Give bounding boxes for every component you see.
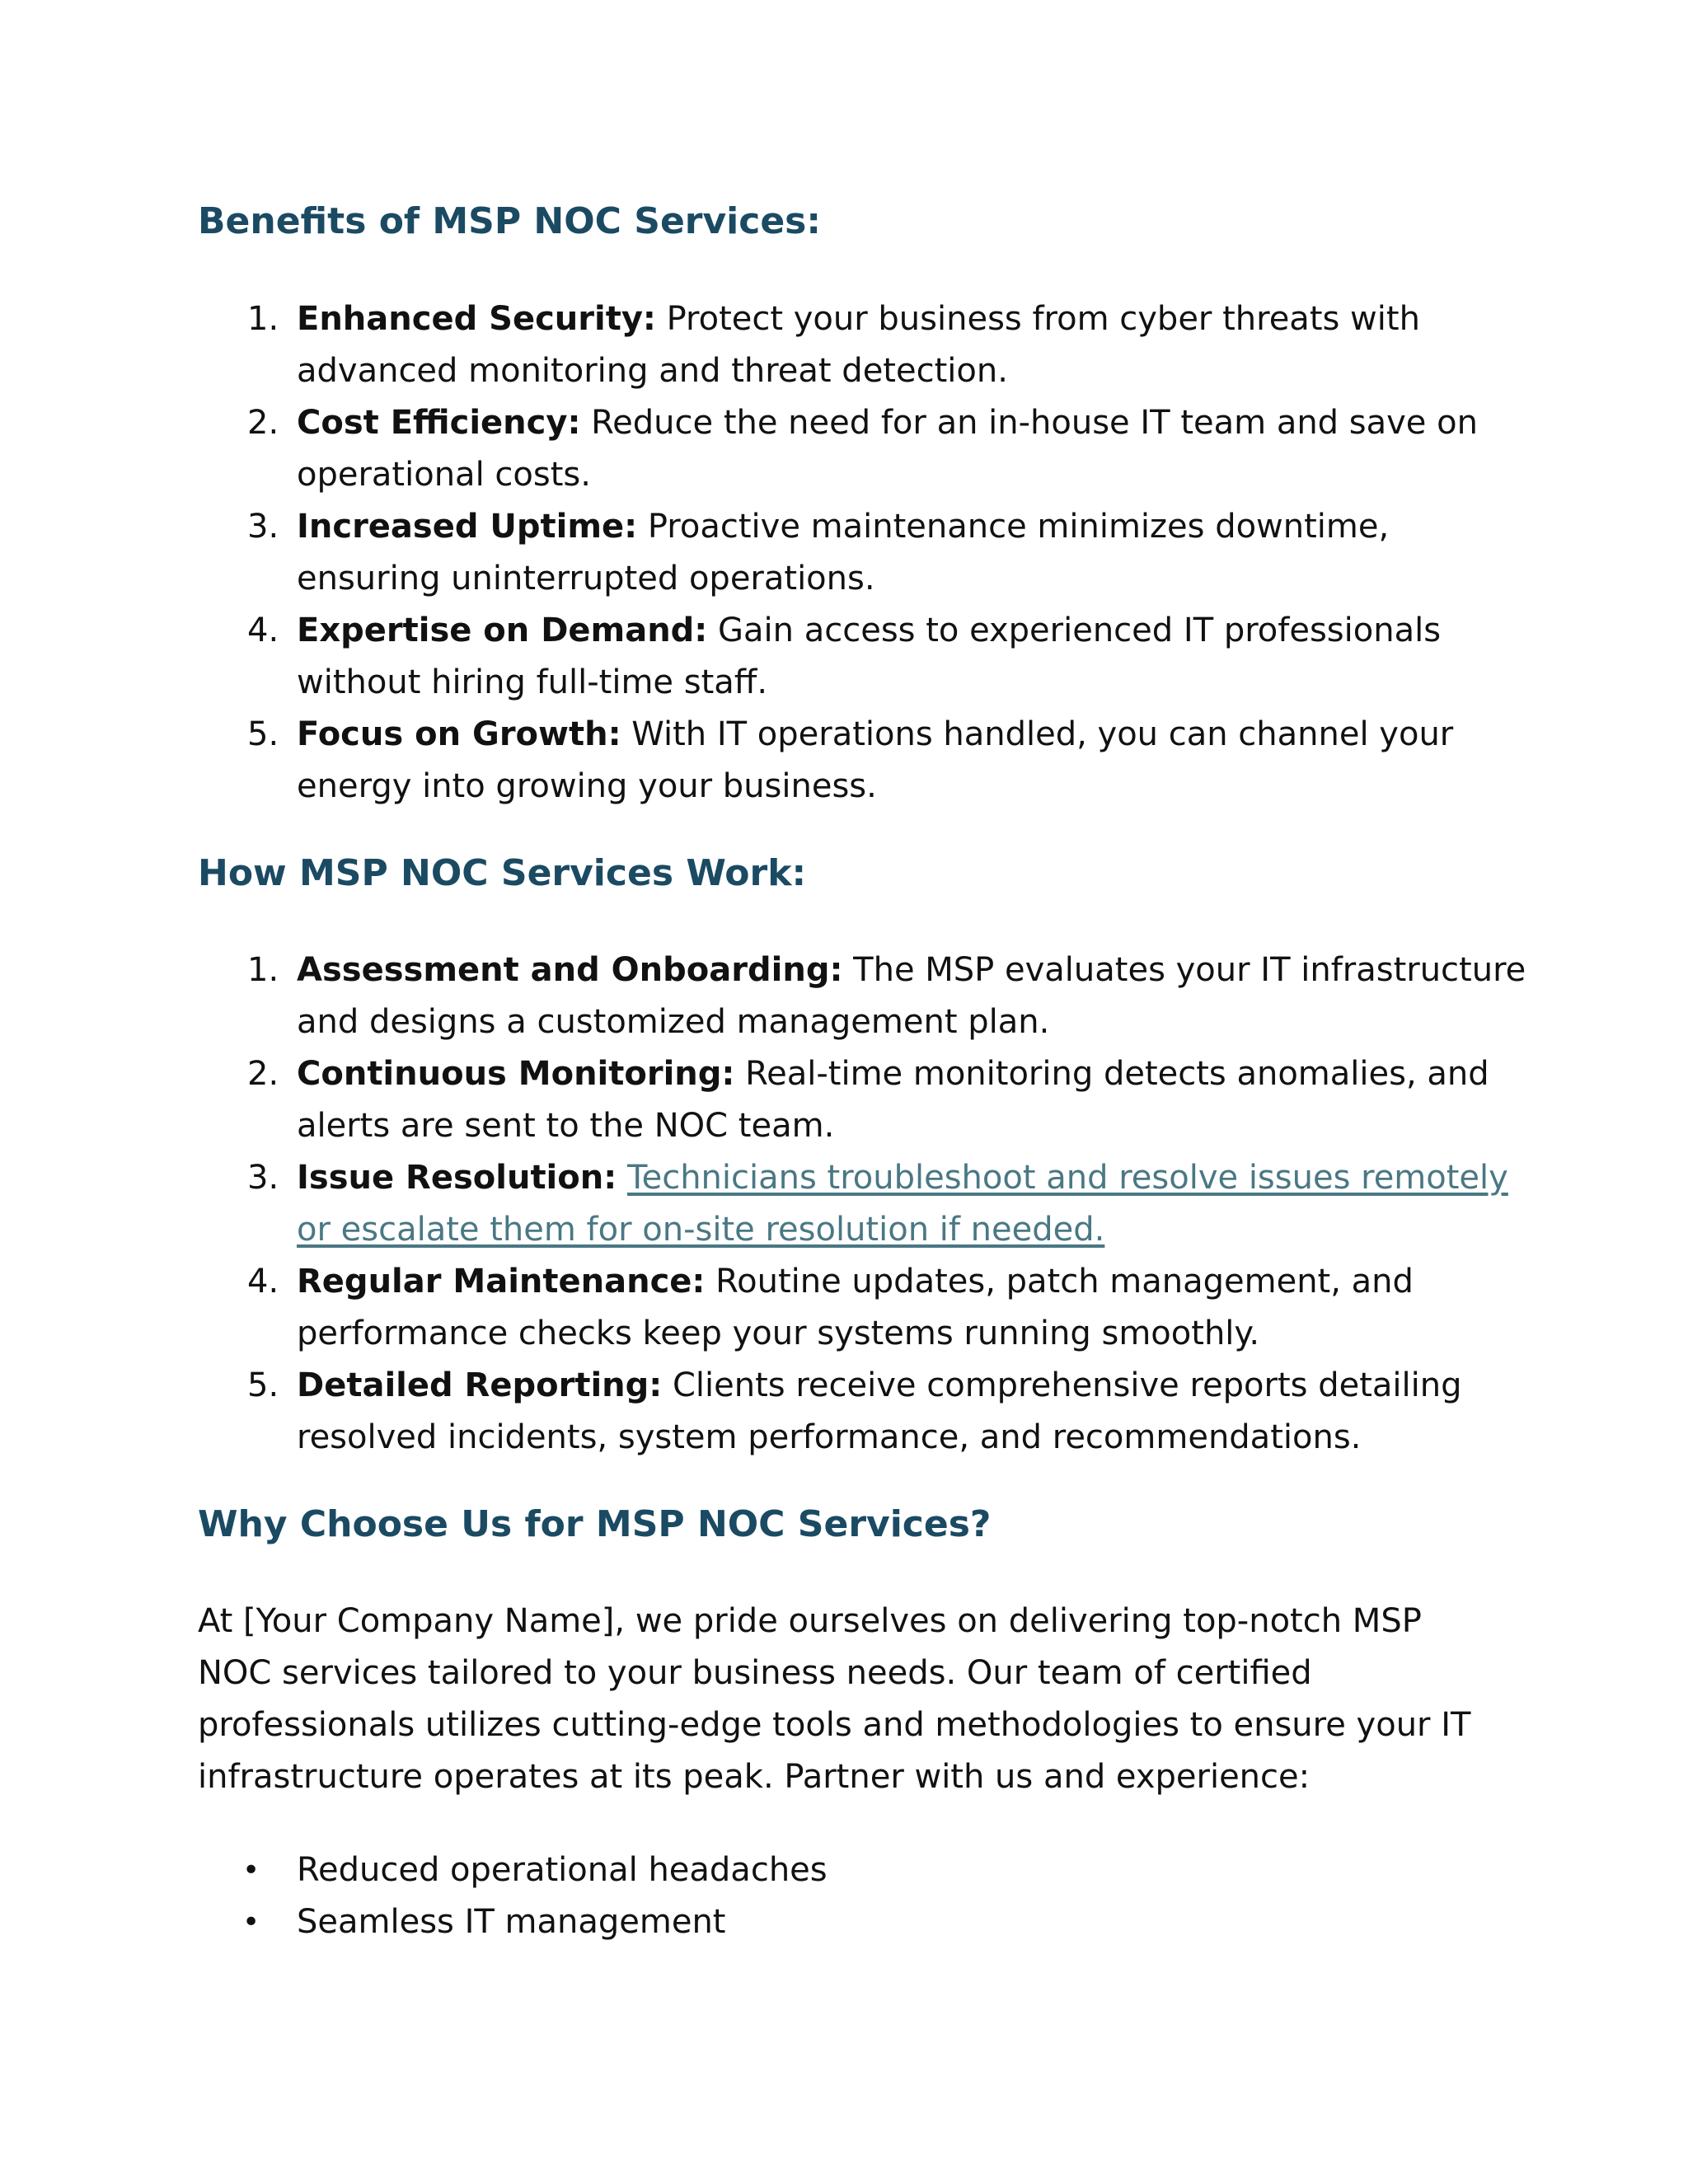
list-item-text: Clients receive comprehensive reports detailing resolved incidents, system performance, and recommendations. — [297, 1366, 1462, 1456]
list-item-text: Routine updates, patch management, and performance checks keep your systems running smoothly. — [297, 1263, 1414, 1352]
list-item-text: Protect your business from cyber threats with advanced monitoring and threat detection. — [297, 300, 1420, 390]
list-number: 1. — [247, 951, 279, 989]
benefits-heading: Benefits of MSP NOC Services: — [198, 200, 821, 242]
list-number: 4. — [247, 612, 279, 649]
list-item — [198, 709, 1533, 813]
list-item-term: Regular Maintenance: — [297, 1263, 706, 1301]
how-it-works-list — [198, 944, 1526, 1464]
list-item-term: Enhanced Security: — [297, 300, 656, 338]
list-item-term: Issue Resolution: — [297, 1159, 617, 1197]
list-number: 5. — [247, 1366, 279, 1404]
list-number: 5. — [247, 715, 279, 753]
list-item-text: Seamless IT management — [297, 1903, 726, 1941]
list-number: 3. — [247, 1159, 279, 1197]
list-item — [198, 1152, 1533, 1256]
list-item-text: Gain access to experienced IT professionals without hiring full-time staff. — [297, 612, 1442, 701]
how-it-works-heading: How MSP NOC Services Work: — [198, 852, 807, 894]
list-item-text: Reduced operational headaches — [297, 1851, 828, 1889]
list-item-text: With IT operations handled, you can channel your energy into growing your business. — [297, 715, 1454, 805]
list-item-term: Detailed Reporting: — [297, 1366, 663, 1404]
list-item-term: Cost Efficiency: — [297, 404, 581, 442]
list-item — [198, 1360, 1533, 1464]
list-item-text: The MSP evaluates your IT infrastructure and designs a customized management plan. — [297, 951, 1526, 1041]
list-number: 4. — [247, 1263, 279, 1301]
list-item-term: Increased Uptime: — [297, 508, 638, 546]
list-item — [198, 1048, 1533, 1152]
benefits-bullet-list — [198, 1844, 1517, 1948]
list-number: 2. — [247, 404, 279, 442]
list-item — [198, 397, 1533, 501]
list-number: 3. — [247, 508, 279, 546]
list-item-text: Proactive maintenance minimizes downtime, ensuring uninterrupted operations. — [297, 508, 1390, 598]
list-item-term: Continuous Monitoring: — [297, 1055, 735, 1093]
benefits-list — [198, 293, 1517, 813]
issue-resolution-link[interactable]: Technicians troubleshoot and resolve issues remotely or escalate them for on-site resolution if needed. — [297, 1159, 1508, 1249]
bullet-icon: • — [242, 1905, 260, 1939]
bullet-icon: • — [242, 1854, 260, 1887]
list-item — [198, 293, 1533, 397]
list-item — [198, 605, 1533, 709]
list-number: 2. — [247, 1055, 279, 1093]
list-item-text: Reduce the need for an in-house IT team and save on operational costs. — [297, 404, 1478, 494]
list-item-text: Real-time monitoring detects anomalies, and alerts are sent to the NOC team. — [297, 1055, 1489, 1145]
why-choose-us-heading: Why Choose Us for MSP NOC Services? — [198, 1503, 992, 1545]
list-item-term: Expertise on Demand: — [297, 612, 708, 649]
list-item — [198, 944, 1533, 1048]
list-item — [198, 1844, 1533, 1896]
list-item-term: Focus on Growth: — [297, 715, 621, 753]
list-item — [198, 1256, 1533, 1360]
list-item — [198, 501, 1533, 605]
list-item — [198, 1896, 1533, 1948]
list-item-term: Assessment and Onboarding: — [297, 951, 843, 989]
list-number: 1. — [247, 300, 279, 338]
why-choose-us-paragraph: At [Your Company Name], we pride ourselves on delivering top-notch MSP NOC services tailored to your business needs. Our team of certified professionals utilizes cutting-edge tools and methodologies to ensure your IT infrastructure operates at its peak. Partner with us and experience: — [198, 1602, 1471, 1796]
